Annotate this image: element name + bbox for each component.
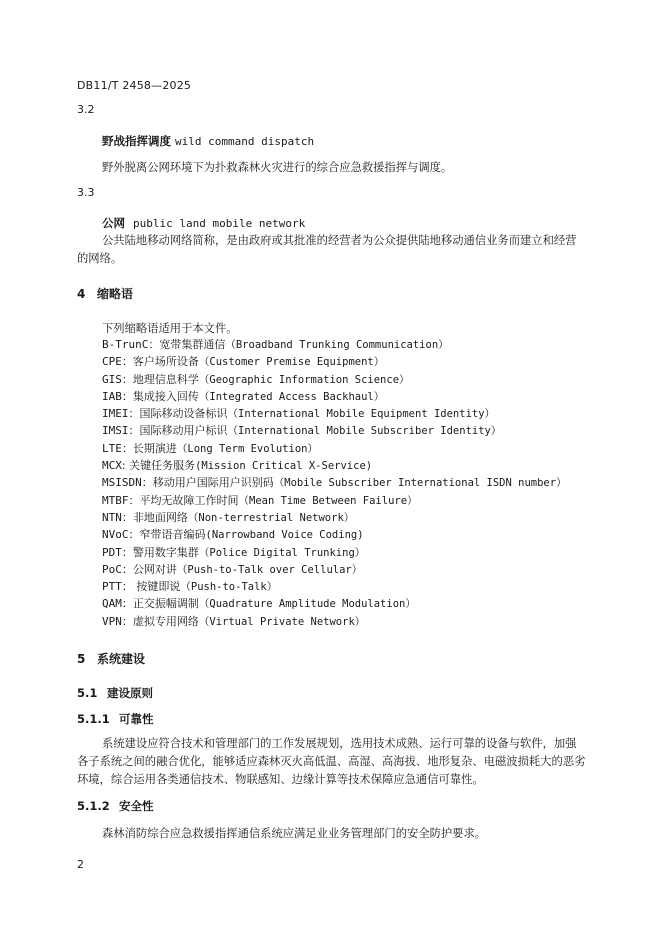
security-paragraph: 森林消防综合应急救援指挥通信系统应满足业业务管理部门的安全防护要求。	[102, 827, 487, 840]
list-item: MSISDN：移动用户国际用户识别码（Mobile Subscriber International ISDN number）	[102, 476, 567, 490]
term-definition: 公共陆地移动网络简称，是由政府或其批准的经营者为公众提供陆地移动通信业务而建立和经营的网络。	[77, 234, 577, 265]
subsection-number: 5.1.1	[77, 712, 110, 726]
list-item: IMSI：国际移动用户标识（International Mobile Subscriber Identity）	[102, 424, 502, 438]
clause-number-3-3: 3.3	[77, 186, 95, 199]
section-number: 4	[77, 287, 86, 301]
document-id: DB11/T 2458—2025	[77, 79, 192, 92]
reliability-paragraph: 系统建设应符合技术和管理部门的工作发展规划，选用技术成熟、运行可靠的设备与软件，加强各子系统之间的融合优化，能够适应森林灭火高低温、高湿、高海拔、地形复杂、电磁波损耗大的恶劣环境，综合运用各类通信技术、物联感知、边缘计算等技术保障应急通信可靠性。	[77, 737, 586, 786]
list-item: LTE：长期演进（Long Term Evolution）	[102, 441, 318, 455]
term-cn: 公网	[102, 216, 125, 230]
section-heading-5	[77, 650, 145, 667]
list-item: MCX: 关键任务服务(Mission Critical X-Service)	[102, 459, 373, 473]
list-item: VPN：虚拟专用网络（Virtual Private Network）	[102, 614, 366, 628]
list-item: NVoC：窄带语音编码(Narrowband Voice Coding)	[102, 528, 364, 542]
clause-number-3-2: 3.2	[77, 103, 95, 116]
term-wild-command-dispatch	[102, 133, 314, 149]
list-item: NTN：非地面网络（Non-terrestrial Network）	[102, 510, 355, 524]
list-item: PDT：警用数字集群（Police Digital Trunking）	[102, 545, 366, 559]
section-number: 5	[77, 652, 86, 666]
list-item: PoC：公网对讲（Push-to-Talk over Cellular）	[102, 562, 363, 576]
subsection-title: 可靠性	[119, 712, 154, 726]
list-item: MTBF：平均无故障工作时间（Mean Time Between Failure）	[102, 493, 418, 507]
subsection-heading-5-1-2	[77, 798, 154, 814]
subsection-heading-5-1-1	[77, 711, 154, 727]
list-item: B-TrunC：宽带集群通信（Broadband Trunking Communication）	[102, 338, 449, 351]
term-definition: 野外脱离公网环境下为扑救森林火灾进行的综合应急救援指挥与调度。	[102, 161, 453, 174]
subsection-number: 5.1	[77, 686, 98, 700]
list-item: CPE：客户场所设备（Customer Premise Equipment）	[102, 355, 385, 369]
list-item: IAB：集成接入回传（Integrated Access Backhaul）	[102, 389, 385, 403]
list-item: IMEI：国际移动设备标识（International Mobile Equipment Identity）	[102, 407, 496, 421]
list-item: GIS：地理信息科学（Geographic Information Science）	[102, 372, 410, 386]
term-en: wild command dispatch	[175, 135, 315, 148]
subsection-title: 安全性	[119, 799, 154, 813]
subsection-title: 建设原则	[107, 686, 153, 700]
term-public-land-mobile-network	[102, 215, 305, 231]
list-item: PTT： 按键即说（Push-to-Talk）	[102, 580, 278, 594]
abbreviation-list	[102, 336, 567, 630]
subsection-number: 5.1.2	[77, 799, 110, 813]
term-en: public land mobile network	[133, 217, 306, 230]
list-item: QAM：正交振幅调制（Quadrature Amplitude Modulation）	[102, 597, 416, 611]
section-title: 缩略语	[97, 287, 134, 301]
term-cn: 野战指挥调度	[102, 134, 171, 148]
page-number: 2	[77, 858, 84, 871]
subsection-heading-5-1	[77, 685, 153, 701]
section-title: 系统建设	[97, 652, 146, 666]
section-heading-4	[77, 285, 133, 302]
abbreviation-intro: 下列缩略语适用于本文件。	[102, 322, 238, 335]
